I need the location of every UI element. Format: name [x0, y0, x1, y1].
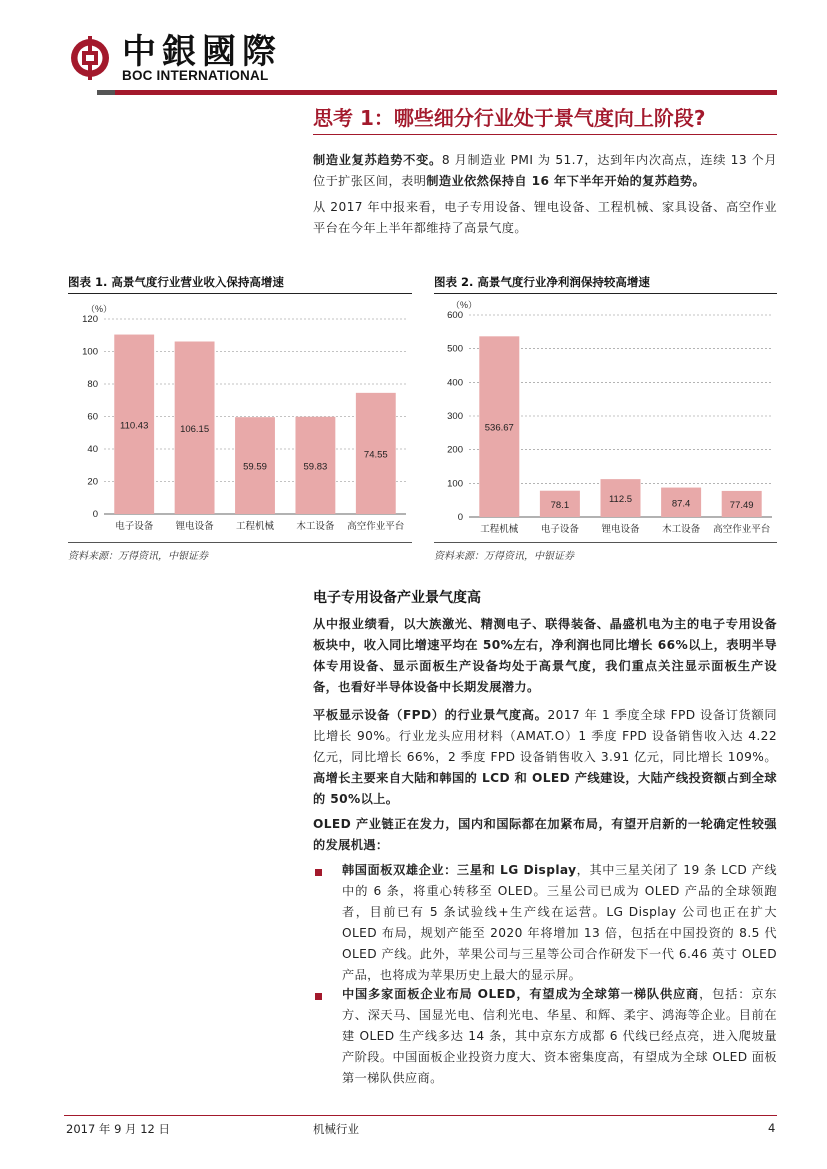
chart-1-y-tick-label: 60: [87, 411, 98, 423]
chart-2-y-tick-label: 0: [457, 512, 463, 523]
chart-1-x-tick-label: 电子设备: [115, 521, 154, 532]
body-paragraph-3: 从中报业绩看，以大族激光、精测电子、联得装备、晶盛机电为主的电子专用设备板块中，收入同比增速平均在 50%左右，净利润也同比增长 66%以上，表明半导体专用设备、显示面板生产设备均处于高景气度，我们重点关注显示面板生产设备，也看好半导体设备中长期发展潜力。: [313, 617, 777, 694]
chart-2-title-rule: [434, 293, 777, 294]
bullet-square-icon: [315, 993, 322, 1000]
chart-2-data-label: 112.5: [608, 494, 633, 506]
chart-2-y-tick-label: 300: [447, 411, 463, 422]
chart-1-y-tick-label: 0: [92, 509, 98, 520]
chart-2-y-tick-label: 400: [447, 377, 463, 389]
chart-2-bottom-rule: [434, 542, 777, 543]
chart-1-y-tick-label: 120: [82, 314, 98, 325]
chart-1: [68, 296, 412, 540]
logo-chinese-name: 中銀國際: [122, 32, 282, 72]
chart-1-data-label: 59.83: [303, 461, 328, 473]
chart-1-x-tick-label: 木工设备: [296, 521, 335, 532]
chart-1-data-label: 110.43: [120, 420, 149, 432]
bullet-item-1: 韩国面板双雄企业：三星和 LG Display，其中三星关闭了 19 条 LCD 产线中的 6 条，将重心转移至 OLED。三星公司已成为 OLED 产品的全球领跑者，目前已有 5 条试验线+生产线在运营。LG Display 公司也正在扩大 OLED 布局，规划产能至 2020 年将增加 13 倍，包括在中国投资的 8.5 代 OLED 产线。此外，苹果公司与三星等公司合作研发下一代 6.46 英寸 OLED 产品，也将成为苹果历史上最大的显示屏。: [342, 863, 777, 982]
logo-english-name: BOC INTERNATIONAL: [122, 68, 269, 83]
chart-2-x-tick-label: 高空作业平台: [713, 524, 771, 535]
chart-2-data-label: 78.1: [550, 499, 570, 511]
chart-2-x-tick-label: 锂电设备: [601, 524, 640, 535]
body-paragraph-5: OLED 产业链正在发力，国内和国际都在加紧布局，有望开启新的一轮确定性较强的发展机遇：: [313, 817, 777, 852]
chart-1-y-tick-label: 100: [82, 346, 98, 358]
chart-1-y-tick-label: 40: [87, 444, 98, 455]
section-title: 思考 1：哪些细分行业处于景气度向上阶段?: [313, 106, 706, 130]
header-rule-accent: [97, 90, 115, 95]
chart-2-y-tick-label: 500: [447, 343, 463, 355]
chart-2-x-tick-label: 工程机械: [480, 524, 519, 535]
chart-2-unit-label: （%）: [451, 300, 478, 310]
chart-1-data-label: 59.59: [243, 461, 267, 473]
bullet-square-icon: [315, 869, 322, 876]
chart-1-x-tick-label: 高空作业平台: [347, 521, 405, 532]
chart-1-unit-label: （%）: [86, 304, 113, 314]
chart-1-bottom-rule: [68, 542, 412, 543]
chart-2-data-label: 77.49: [729, 499, 754, 511]
title-rule: [313, 134, 777, 135]
chart-2-data-label: 87.4: [671, 498, 691, 510]
boc-logo-icon: [70, 34, 110, 82]
chart-1-data-label: 106.15: [180, 423, 210, 435]
chart-1-y-tick-label: 80: [87, 379, 98, 390]
sub-heading: 电子专用设备产业景气度高: [313, 590, 481, 606]
chart-1-y-tick-label: 20: [87, 476, 98, 488]
footer-rule: [64, 1115, 777, 1116]
chart-2-y-tick-label: 100: [447, 478, 463, 490]
chart-1-title-rule: [68, 293, 412, 294]
footer-page-number: 4: [768, 1121, 776, 1135]
chart-1-data-label: 74.55: [363, 449, 388, 461]
chart-2-title: 图表 2. 高景气度行业净利润保持较高增速: [434, 275, 650, 289]
chart-1-title: 图表 1. 高景气度行业营业收入保持高增速: [68, 275, 284, 289]
chart-2-x-tick-label: 木工设备: [662, 524, 701, 535]
intro-paragraph-2: 从 2017 年中报来看，电子专用设备、锂电设备、工程机械、家具设备、高空作业平台在今年上半年都维持了高景气度。: [313, 200, 777, 235]
chart-2-y-tick-label: 600: [447, 310, 463, 321]
intro-paragraph-1: 制造业复苏趋势不变。8 月制造业 PMI 为 51.7，达到年内次高点，连续 13 个月位于扩张区间，表明制造业依然保持自 16 年下半年开始的复苏趋势。: [313, 153, 778, 188]
chart-2: [434, 296, 777, 540]
header-rule: [97, 90, 777, 95]
chart-1-x-tick-label: 锂电设备: [175, 521, 214, 532]
chart-1-x-tick-label: 工程机械: [235, 521, 275, 532]
chart-2-x-tick-label: 电子设备: [540, 524, 579, 535]
chart-1-source: 资料来源：万得资讯，中银证券: [68, 551, 208, 562]
bullet-item-2: 中国多家面板企业布局 OLED，有望成为全球第一梯队供应商，包括：京东方、深天马、国显光电、信利光电、华星、和辉、柔宇、鸿海等企业。目前在建 OLED 生产线多达 14 条，其中京东方成都 6 代线已经点亮，进入爬坡量产阶段。中国面板企业投资力度大、资本密集度高，有望成为全球 OLED 面板第一梯队供应商。: [342, 987, 777, 1085]
footer-date: 2017 年 9 月 12 日: [66, 1122, 170, 1136]
chart-2-y-tick-label: 200: [447, 444, 463, 456]
chart-2-data-label: 536.67: [484, 422, 514, 434]
footer-industry: 机械行业: [313, 1122, 359, 1136]
chart-2-source: 资料来源：万得资讯，中银证券: [434, 551, 574, 562]
body-paragraph-4: 平板显示设备（FPD）的行业景气度高。2017 年 1 季度全球 FPD 设备订货额同比增长 90%。行业龙头应用材料（AMAT.O）1 季度 FPD 设备销售收入达 4.22 亿元，同比增长 66%，2 季度 FPD 设备销售收入 3.91 亿元，同比增长 109%。高增长主要来自大陆和韩国的 LCD 和 OLED 产线建设，大陆产线投资额占到全球的 50%以上。: [313, 708, 777, 806]
